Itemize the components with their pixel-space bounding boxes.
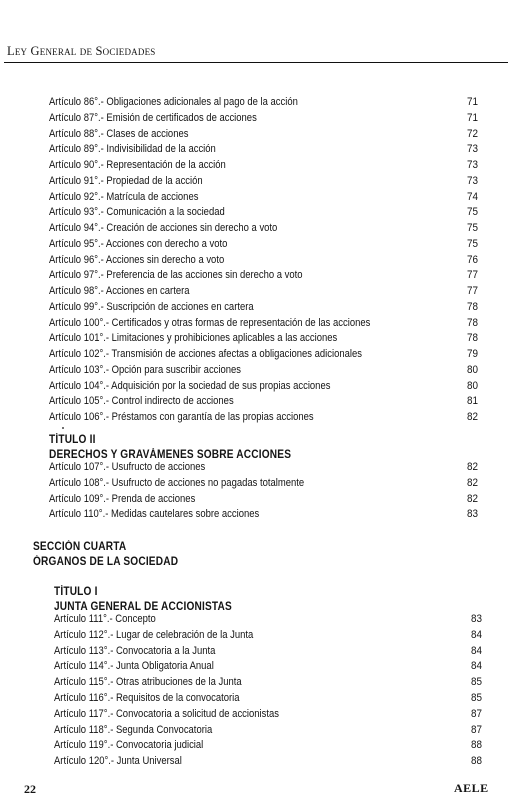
toc-entry-title: Artículo 95°.- Acciones con derecho a voto xyxy=(49,237,228,250)
toc-entry xyxy=(0,492,512,507)
toc-entry-title: Artículo 100°.- Certificados y otras formas de representación de las acciones xyxy=(49,316,371,329)
toc-entry xyxy=(0,675,512,690)
toc-entry-title: Artículo 114°.- Junta Obligatoria Anual xyxy=(54,660,214,673)
toc-entry-title: Artículo 104°.- Adquisición por la sociedad de sus propias acciones xyxy=(49,379,331,392)
toc-entry-title: Artículo 108°.- Usufructo de acciones no pagadas totalmente xyxy=(49,476,305,489)
toc-entry xyxy=(0,284,512,299)
toc-entry-page: 78 xyxy=(466,316,478,329)
toc-entry-page: 73 xyxy=(466,143,478,156)
toc-entry-title: Artículo 113°.- Convocatoria a la Junta xyxy=(54,644,216,657)
toc-entry-title: Artículo 119°.- Convocatoria judicial xyxy=(54,739,204,752)
toc-entry xyxy=(0,142,512,157)
toc-entry-page: 71 xyxy=(466,111,478,124)
toc-entry-page: 74 xyxy=(466,190,478,203)
toc-entry xyxy=(0,659,512,674)
page-number: 22 xyxy=(24,782,36,796)
toc-entry-page: 85 xyxy=(470,692,482,704)
toc-entry-title: Artículo 115°.- Otras atribuciones de la Junta xyxy=(54,676,242,689)
toc-entry-page: 78 xyxy=(466,300,478,313)
running-header: Ley General de Sociedades xyxy=(7,44,156,58)
toc-entry xyxy=(0,644,512,659)
titulo-ii-heading: DERECHOS Y GRAVÁMENES SOBRE ACCIONES xyxy=(49,449,292,461)
toc-entry xyxy=(0,316,512,331)
toc-entry xyxy=(0,363,512,378)
toc-entry-title: Artículo 87°.- Emisión de certificados de acciones xyxy=(49,111,257,124)
toc-entry-page: 82 xyxy=(466,492,478,505)
toc-entry-page: 84 xyxy=(470,628,482,641)
toc-entry-title: Artículo 103°.- Opción para suscribir acciones xyxy=(49,363,242,376)
toc-entry-title: Artículo 96°.- Acciones sin derecho a voto xyxy=(49,253,225,266)
toc-entry xyxy=(0,691,512,706)
seccion-label: SECCIÓN CUARTA xyxy=(33,541,127,553)
toc-entry-title: Artículo 98°.- Acciones en cartera xyxy=(49,285,190,297)
toc-entry-page: 82 xyxy=(466,461,478,473)
toc-entry-title: Artículo 90°.- Representación de la acción xyxy=(49,159,226,171)
toc-entry xyxy=(0,738,512,753)
toc-entry-page: 87 xyxy=(470,707,482,720)
toc-entry-title: Artículo 93°.- Comunicación a la sociedad xyxy=(49,206,225,219)
toc-entry-page: 73 xyxy=(466,174,478,187)
toc-entry-title: Artículo 105°.- Control indirecto de acciones xyxy=(49,395,234,408)
toc-entry-page: 84 xyxy=(470,660,482,673)
toc-entry-page: 75 xyxy=(466,222,478,234)
toc-entry xyxy=(0,190,512,205)
toc-entry xyxy=(0,754,512,769)
toc-entry xyxy=(0,158,512,173)
toc-entry xyxy=(0,460,512,475)
toc-entry xyxy=(0,127,512,142)
toc-entry-title: Artículo 112°.- Lugar de celebración de la Junta xyxy=(54,628,254,641)
toc-entry xyxy=(0,707,512,722)
toc-entry-page: 72 xyxy=(466,127,478,140)
toc-entry xyxy=(0,174,512,189)
toc-entry xyxy=(0,723,512,738)
toc-entry xyxy=(0,628,512,643)
toc-entry-title: Artículo 86°.- Obligaciones adicionales al pago de la acción xyxy=(49,96,298,108)
toc-entry-title: Artículo 94°.- Creación de acciones sin derecho a voto xyxy=(49,222,278,234)
toc-entry-title: Artículo 106°.- Préstamos con garantía de las propias acciones xyxy=(49,411,314,423)
toc-entry-title: Artículo 107°.- Usufructo de acciones xyxy=(49,461,206,473)
toc-entry-title: Artículo 99°.- Suscripción de acciones en cartera xyxy=(49,300,254,313)
titulo-i-heading: JUNTA GENERAL DE ACCIONISTAS xyxy=(54,601,232,613)
toc-entry-title: Artículo 109°.- Prenda de acciones xyxy=(49,492,196,505)
toc-entry-page: 76 xyxy=(466,253,478,266)
toc-entry xyxy=(0,410,512,425)
titulo-ii-label: TÍTULO II xyxy=(49,434,96,446)
toc-entry-title: Artículo 117°.- Convocatoria a solicitud de accionistas xyxy=(54,707,279,720)
toc-entry-page: 85 xyxy=(470,676,482,689)
toc-entry-page: 80 xyxy=(466,379,478,392)
toc-entry-page: 75 xyxy=(466,237,478,250)
titulo-i-label: TÍTULO I xyxy=(54,586,98,598)
toc-entry-title: Artículo 118°.- Segunda Convocatoria xyxy=(54,723,213,736)
toc-entry-page: 87 xyxy=(470,723,482,736)
toc-entry xyxy=(0,379,512,394)
ink-speck xyxy=(62,427,64,429)
toc-entry-page: 77 xyxy=(466,285,478,297)
toc-entry xyxy=(0,331,512,346)
seccion-heading: ÓRGANOS DE LA SOCIEDAD xyxy=(33,556,179,568)
toc-entry-page: 84 xyxy=(470,644,482,657)
toc-entry-title: Artículo 89°.- Indivisibilidad de la acción xyxy=(49,143,216,156)
toc-entry-title: Artículo 91°.- Propiedad de la acción xyxy=(49,174,203,187)
toc-entry-page: 75 xyxy=(466,206,478,219)
toc-entry xyxy=(0,237,512,252)
toc-entry-page: 77 xyxy=(466,269,478,282)
toc-entry xyxy=(0,507,512,522)
toc-entry-title: Artículo 120°.- Junta Universal xyxy=(54,755,182,768)
toc-entry xyxy=(0,347,512,362)
toc-entry-page: 73 xyxy=(466,159,478,171)
toc-entry-title: Artículo 101°.- Limitaciones y prohibiciones aplicables a las acciones xyxy=(49,332,338,345)
toc-entry-page: 83 xyxy=(470,613,482,625)
toc-entry xyxy=(0,394,512,409)
toc-entry xyxy=(0,476,512,491)
toc-entry-page: 88 xyxy=(470,755,482,768)
toc-entry-title: Artículo 111°.- Concepto xyxy=(54,613,156,625)
toc-entry xyxy=(0,111,512,126)
publisher-brand: AELE xyxy=(454,781,489,795)
toc-entry-title: Artículo 97°.- Preferencia de las acciones sin derecho a voto xyxy=(49,269,303,282)
toc-entry-page: 80 xyxy=(466,363,478,376)
toc-entry xyxy=(0,95,512,110)
toc-entry-title: Artículo 88°.- Clases de acciones xyxy=(49,127,189,140)
toc-entry-page: 71 xyxy=(466,96,478,108)
toc-entry xyxy=(0,205,512,220)
toc-entry-page: 88 xyxy=(470,739,482,752)
toc-entry-title: Artículo 102°.- Transmisión de acciones afectas a obligaciones adicionales xyxy=(49,348,362,360)
toc-entry-page: 82 xyxy=(466,411,478,423)
toc-entry-page: 82 xyxy=(466,476,478,489)
toc-entry-page: 79 xyxy=(466,348,478,360)
toc-entry-title: Artículo 92°.- Matrícula de acciones xyxy=(49,190,199,203)
toc-entry xyxy=(0,300,512,315)
header-rule xyxy=(4,62,508,63)
toc-entry-page: 78 xyxy=(466,332,478,345)
toc-entry xyxy=(0,221,512,236)
toc-entry-page: 83 xyxy=(466,508,478,521)
toc-entry xyxy=(0,253,512,268)
toc-entry xyxy=(0,268,512,283)
toc-entry-title: Artículo 116°.- Requisitos de la convocatoria xyxy=(54,692,240,704)
toc-entry-title: Artículo 110°.- Medidas cautelares sobre acciones xyxy=(49,508,260,521)
toc-entry xyxy=(0,612,512,627)
toc-entry-page: 81 xyxy=(466,395,478,408)
